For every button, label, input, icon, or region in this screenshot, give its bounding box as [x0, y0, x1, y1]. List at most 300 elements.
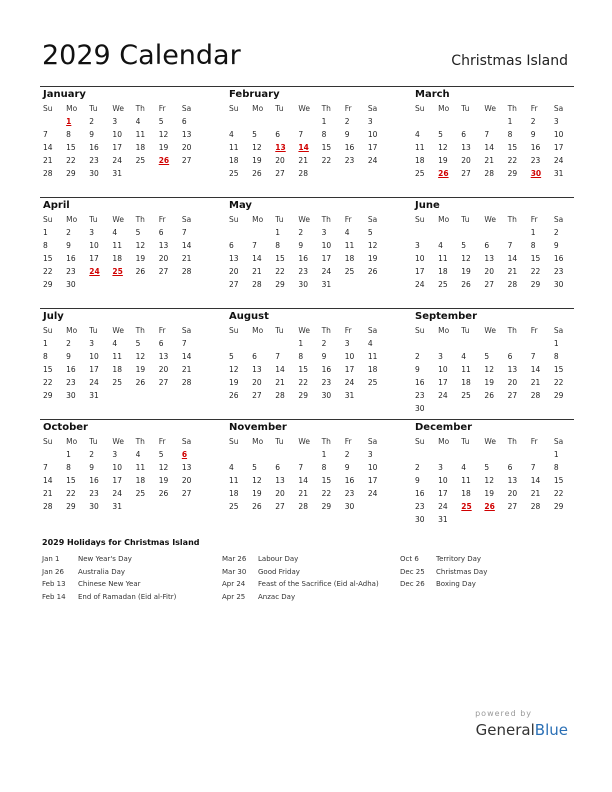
holiday-column-3	[400, 553, 487, 591]
day-grid	[226, 226, 388, 291]
day-cell: 27	[275, 169, 285, 179]
day-cell: 4	[461, 352, 467, 362]
weekday-label: Sa	[181, 437, 192, 446]
month-name: June	[415, 200, 440, 211]
day-cell: 26	[461, 280, 471, 290]
weekday-label: We	[484, 215, 497, 224]
holiday-name: Good Friday	[258, 567, 300, 576]
day-cell: 20	[275, 489, 285, 499]
month-may	[226, 198, 388, 291]
weekday-label: Tu	[461, 104, 470, 113]
day-cell: 18	[367, 365, 378, 375]
day-cell: 13	[252, 365, 262, 375]
weekday-label: Th	[135, 215, 145, 224]
day-cell: 21	[43, 156, 53, 166]
day-cell: 29	[507, 169, 518, 179]
day-cell: 31	[112, 169, 122, 179]
day-cell: 5	[252, 130, 257, 140]
weekday-label: Mo	[438, 437, 450, 446]
day-cell: 22	[507, 156, 518, 166]
holiday-day-cell: 26	[484, 502, 495, 512]
day-cell: 5	[461, 241, 467, 251]
day-cell: 16	[553, 254, 564, 264]
empty-cell	[505, 226, 528, 239]
day-cell: 9	[553, 241, 559, 251]
day-cell: 17	[89, 365, 99, 375]
month-name: March	[415, 89, 450, 100]
day-cell: 10	[367, 130, 378, 140]
day-cell: 2	[321, 339, 327, 348]
day-cell: 18	[415, 156, 425, 166]
day-cell: 21	[298, 489, 308, 499]
month-december	[412, 420, 574, 527]
weekday-label: Fr	[344, 215, 352, 224]
day-cell: 16	[344, 143, 355, 153]
day-cell: 26	[158, 489, 169, 499]
empty-cell	[226, 448, 249, 461]
day-cell: 23	[415, 502, 425, 512]
day-grid	[412, 448, 574, 527]
day-cell: 12	[461, 254, 471, 264]
day-cell: 3	[438, 352, 443, 362]
weekday-label: Sa	[367, 215, 378, 224]
day-cell: 25	[438, 280, 448, 290]
weekday-header	[412, 213, 574, 226]
holiday-entry	[42, 553, 176, 566]
weekday-header	[40, 435, 202, 448]
month-name: July	[43, 311, 64, 322]
day-cell: 27	[158, 378, 169, 388]
holiday-entry	[222, 578, 379, 591]
day-cell: 25	[367, 378, 378, 388]
day-cell: 28	[298, 502, 308, 512]
empty-cell	[226, 226, 249, 239]
day-cell: 5	[135, 228, 141, 237]
day-cell: 15	[321, 143, 332, 153]
weekday-label: Th	[135, 437, 145, 446]
day-cell: 27	[507, 502, 518, 512]
day-cell: 31	[321, 280, 332, 290]
day-cell: 8	[553, 463, 559, 473]
day-cell: 1	[553, 339, 559, 348]
day-cell: 2	[344, 450, 350, 459]
weekday-label: Sa	[367, 104, 378, 113]
day-cell: 3	[553, 117, 559, 126]
weekday-label: Mo	[66, 104, 78, 113]
day-cell: 12	[484, 476, 494, 486]
day-cell: 15	[66, 476, 76, 486]
day-cell: 11	[112, 241, 122, 251]
day-cell: 9	[530, 130, 536, 140]
day-cell: 24	[112, 156, 122, 166]
day-cell: 1	[275, 228, 281, 237]
day-cell: 9	[66, 352, 71, 362]
day-grid	[40, 115, 202, 180]
day-cell: 16	[66, 365, 76, 375]
holiday-day-cell: 13	[275, 143, 286, 153]
day-cell: 9	[344, 130, 350, 140]
day-cell: 5	[252, 463, 257, 473]
day-cell: 31	[553, 169, 564, 179]
empty-cell	[458, 448, 481, 461]
weekday-label: Sa	[553, 215, 564, 224]
day-cell: 1	[553, 450, 559, 459]
day-cell: 12	[367, 241, 378, 251]
day-cell: 29	[275, 280, 285, 290]
day-cell: 9	[344, 463, 350, 473]
weekday-label: Tu	[89, 104, 98, 113]
calendar-grid	[40, 86, 574, 530]
day-cell: 27	[275, 502, 285, 512]
weekday-label: Th	[507, 326, 517, 335]
day-cell: 26	[252, 169, 262, 179]
empty-cell	[481, 226, 504, 239]
holiday-entry	[42, 591, 176, 604]
holiday-date: Mar 26	[222, 555, 247, 563]
weekday-label: Su	[415, 437, 425, 446]
day-cell: 16	[321, 365, 332, 375]
holiday-day-cell: 6	[181, 450, 188, 459]
day-cell: 20	[507, 489, 518, 499]
day-cell: 2	[553, 228, 559, 237]
weekday-header	[226, 435, 388, 448]
weekday-label: We	[484, 437, 497, 446]
day-cell: 30	[321, 391, 332, 401]
day-cell: 3	[438, 463, 443, 473]
day-cell: 31	[438, 515, 448, 525]
day-cell: 7	[181, 228, 187, 237]
generalblue-logo[interactable]	[476, 721, 568, 739]
day-cell: 29	[66, 169, 76, 179]
day-cell: 31	[112, 502, 122, 512]
day-cell: 15	[507, 143, 518, 153]
month-name: September	[415, 311, 477, 322]
day-cell: 21	[252, 267, 262, 277]
day-cell: 10	[367, 463, 378, 473]
day-cell: 29	[530, 280, 541, 290]
empty-cell	[412, 337, 435, 350]
weekday-label: Su	[229, 437, 239, 446]
day-cell: 8	[507, 130, 513, 140]
day-cell: 7	[530, 463, 536, 473]
weekday-label: Th	[507, 437, 517, 446]
day-cell: 17	[367, 143, 378, 153]
day-cell: 23	[298, 267, 308, 277]
weekday-label: We	[112, 326, 125, 335]
day-cell: 29	[66, 502, 76, 512]
weekday-label: Fr	[158, 437, 166, 446]
holiday-date: Jan 1	[42, 555, 60, 563]
day-cell: 31	[344, 391, 355, 401]
holiday-entry	[400, 566, 487, 579]
holiday-date: Jan 26	[42, 567, 64, 576]
day-cell: 5	[367, 228, 373, 237]
day-cell: 7	[507, 241, 513, 251]
weekday-label: Fr	[530, 326, 538, 335]
day-cell: 25	[344, 267, 355, 277]
day-cell: 8	[275, 241, 281, 251]
empty-cell	[505, 337, 528, 350]
holidays-title: 2029 Holidays for Christmas Island	[42, 538, 200, 547]
day-cell: 25	[229, 502, 239, 512]
day-cell: 23	[89, 156, 99, 166]
weekday-label: Su	[415, 326, 425, 335]
weekday-label: Th	[321, 104, 331, 113]
day-cell: 5	[135, 339, 141, 348]
day-cell: 12	[484, 365, 494, 375]
day-cell: 19	[484, 378, 494, 388]
day-cell: 24	[553, 156, 564, 166]
weekday-label: Su	[43, 326, 53, 335]
month-name: November	[229, 422, 287, 433]
day-cell: 19	[158, 476, 169, 486]
empty-cell	[272, 337, 295, 350]
day-cell: 4	[344, 228, 350, 237]
day-cell: 7	[298, 463, 304, 473]
day-cell: 13	[229, 254, 239, 264]
day-cell: 23	[553, 267, 564, 277]
day-cell: 11	[135, 130, 146, 140]
day-cell: 7	[298, 130, 304, 140]
day-cell: 22	[43, 378, 53, 388]
empty-cell	[249, 226, 272, 239]
day-cell: 17	[438, 489, 448, 499]
day-cell: 30	[415, 515, 425, 525]
empty-cell	[40, 115, 63, 128]
month-name: May	[229, 200, 252, 211]
weekday-label: Mo	[66, 326, 78, 335]
weekday-header	[40, 102, 202, 115]
day-cell: 14	[181, 241, 192, 251]
day-cell: 17	[553, 143, 564, 153]
day-cell: 3	[89, 228, 95, 237]
day-cell: 2	[66, 339, 71, 348]
day-cell: 7	[275, 352, 281, 362]
day-cell: 16	[344, 476, 355, 486]
weekday-header	[412, 324, 574, 337]
day-cell: 4	[229, 463, 234, 473]
weekday-label: Th	[321, 437, 331, 446]
day-cell: 8	[553, 352, 559, 362]
day-cell: 22	[321, 489, 332, 499]
day-cell: 21	[275, 378, 285, 388]
day-cell: 14	[43, 143, 53, 153]
day-grid	[412, 226, 574, 291]
day-cell: 10	[553, 130, 564, 140]
day-cell: 22	[530, 267, 541, 277]
day-cell: 14	[530, 476, 541, 486]
weekday-label: Fr	[344, 437, 352, 446]
day-cell: 2	[415, 352, 420, 362]
day-cell: 17	[415, 267, 425, 277]
day-cell: 20	[461, 156, 471, 166]
day-cell: 29	[298, 391, 308, 401]
holiday-name: Christmas Day	[436, 567, 488, 576]
month-november	[226, 420, 388, 513]
holiday-entry	[42, 578, 176, 591]
day-cell: 10	[438, 365, 448, 375]
holiday-date: Dec 26	[400, 580, 425, 589]
day-cell: 24	[321, 267, 332, 277]
day-cell: 18	[112, 254, 122, 264]
day-cell: 8	[66, 463, 71, 473]
day-cell: 24	[367, 156, 378, 166]
day-cell: 17	[112, 143, 122, 153]
empty-cell	[481, 337, 504, 350]
day-cell: 24	[367, 489, 378, 499]
day-cell: 28	[43, 169, 53, 179]
day-cell: 19	[367, 254, 378, 264]
weekday-label: Fr	[530, 215, 538, 224]
empty-cell	[435, 337, 458, 350]
day-cell: 20	[181, 143, 192, 153]
empty-cell	[249, 337, 272, 350]
day-cell: 14	[43, 476, 53, 486]
day-cell: 19	[135, 254, 146, 264]
weekday-header	[226, 324, 388, 337]
day-cell: 3	[112, 117, 118, 126]
holiday-date: Apr 24	[222, 580, 246, 589]
day-cell: 14	[484, 143, 494, 153]
day-cell: 30	[415, 404, 425, 414]
month-name: April	[43, 200, 70, 211]
day-cell: 6	[252, 352, 257, 362]
day-cell: 2	[89, 450, 95, 459]
empty-cell	[458, 226, 481, 239]
day-cell: 28	[43, 502, 53, 512]
day-cell: 20	[507, 378, 518, 388]
day-cell: 6	[484, 241, 490, 251]
day-cell: 21	[181, 254, 192, 264]
day-cell: 2	[530, 117, 536, 126]
day-cell: 5	[158, 117, 164, 126]
weekday-label: Su	[43, 104, 53, 113]
day-cell: 28	[530, 502, 541, 512]
brand-blue: Blue	[534, 721, 568, 739]
day-cell: 14	[252, 254, 262, 264]
day-cell: 19	[252, 156, 262, 166]
day-cell: 10	[438, 476, 448, 486]
day-cell: 15	[321, 476, 332, 486]
month-name: August	[229, 311, 269, 322]
day-cell: 8	[298, 352, 304, 362]
day-cell: 14	[275, 365, 285, 375]
weekday-label: Tu	[461, 326, 470, 335]
day-cell: 22	[66, 489, 76, 499]
day-cell: 17	[112, 476, 122, 486]
holiday-date: Mar 30	[222, 567, 247, 576]
day-cell: 19	[438, 156, 448, 166]
day-cell: 10	[415, 254, 425, 264]
day-cell: 30	[553, 280, 564, 290]
empty-cell	[458, 337, 481, 350]
day-cell: 2	[66, 228, 71, 237]
day-cell: 26	[135, 378, 146, 388]
day-cell: 25	[135, 489, 146, 499]
day-cell: 7	[252, 241, 257, 251]
day-cell: 4	[135, 117, 141, 126]
weekday-header	[412, 435, 574, 448]
weekday-label: Tu	[275, 104, 284, 113]
weekday-label: Su	[43, 215, 53, 224]
holiday-date: Apr 25	[222, 593, 246, 602]
weekday-label: We	[112, 215, 125, 224]
day-cell: 20	[229, 267, 239, 277]
day-cell: 25	[461, 391, 471, 401]
day-cell: 19	[484, 489, 494, 499]
day-cell: 30	[298, 280, 308, 290]
day-cell: 19	[229, 378, 239, 388]
day-cell: 6	[461, 130, 467, 140]
day-cell: 28	[530, 391, 541, 401]
day-cell: 22	[298, 378, 308, 388]
day-cell: 1	[43, 228, 48, 237]
holiday-entry	[222, 591, 379, 604]
weekday-label: We	[484, 104, 497, 113]
day-cell: 6	[158, 228, 164, 237]
empty-cell	[226, 115, 249, 128]
empty-cell	[412, 226, 435, 239]
day-cell: 23	[66, 267, 76, 277]
day-cell: 6	[507, 352, 513, 362]
day-cell: 11	[344, 241, 355, 251]
weekday-label: Sa	[181, 326, 192, 335]
day-cell: 2	[415, 463, 420, 473]
day-cell: 25	[135, 156, 146, 166]
day-cell: 15	[43, 254, 53, 264]
day-cell: 23	[344, 489, 355, 499]
day-cell: 11	[461, 476, 471, 486]
day-cell: 16	[415, 378, 425, 388]
day-cell: 14	[298, 476, 308, 486]
day-cell: 24	[438, 391, 448, 401]
holiday-name: Feast of the Sacrifice (Eid al-Adha)	[258, 580, 379, 589]
day-cell: 26	[135, 267, 146, 277]
day-cell: 6	[181, 117, 187, 126]
day-cell: 17	[367, 476, 378, 486]
day-cell: 18	[135, 143, 146, 153]
holiday-column-1	[42, 553, 176, 604]
day-cell: 30	[66, 280, 76, 290]
day-cell: 11	[367, 352, 378, 362]
day-cell: 13	[158, 352, 169, 362]
day-cell: 3	[367, 117, 373, 126]
day-cell: 30	[89, 169, 99, 179]
holiday-name: Australia Day	[78, 567, 126, 576]
day-cell: 10	[112, 130, 122, 140]
day-cell: 18	[135, 476, 146, 486]
empty-cell	[412, 115, 435, 128]
day-cell: 18	[461, 378, 471, 388]
day-cell: 26	[229, 391, 239, 401]
day-cell: 12	[158, 463, 169, 473]
day-cell: 4	[112, 339, 118, 348]
day-cell: 26	[252, 502, 262, 512]
day-cell: 22	[275, 267, 285, 277]
day-cell: 1	[507, 117, 513, 126]
day-cell: 29	[43, 280, 53, 290]
day-cell: 3	[89, 339, 95, 348]
day-cell: 21	[43, 489, 53, 499]
month-name: February	[229, 89, 280, 100]
day-cell: 2	[89, 117, 95, 126]
day-cell: 1	[66, 450, 71, 459]
day-cell: 4	[461, 463, 467, 473]
holiday-entry	[400, 578, 487, 591]
weekday-label: Mo	[252, 326, 264, 335]
weekday-label: Tu	[461, 215, 470, 224]
month-row	[40, 197, 574, 308]
